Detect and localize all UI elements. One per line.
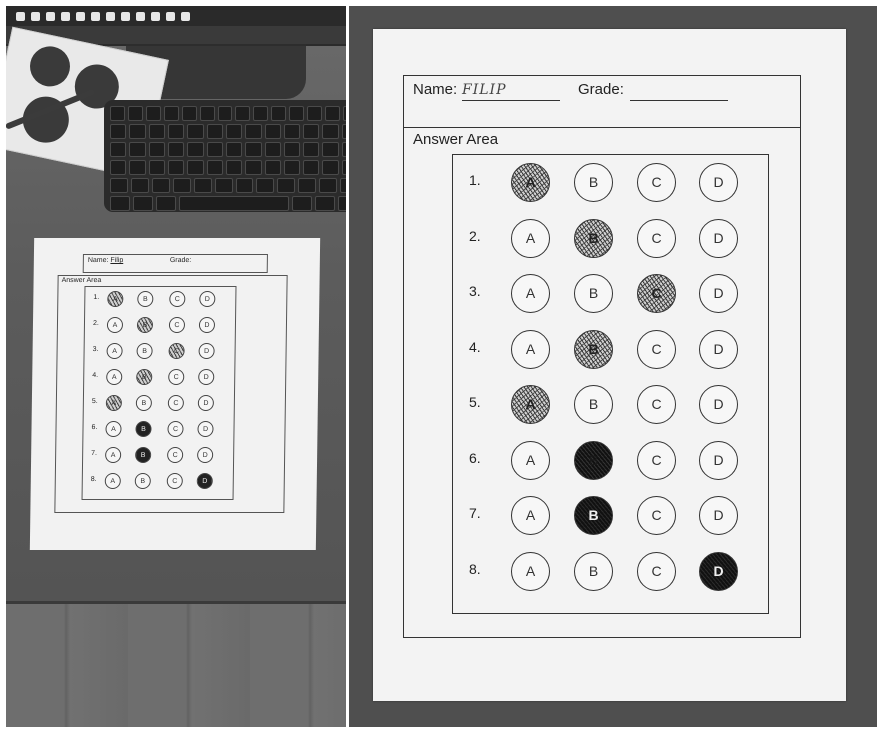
answer-bubble-b: B [135, 473, 151, 489]
answer-bubble-a: A [107, 317, 123, 333]
question-number: 5. [469, 394, 481, 410]
answer-row [83, 445, 233, 465]
grade-label: Grade: [578, 81, 624, 98]
answer-bubble-a: A [106, 343, 122, 359]
answer-bubble-d: D [699, 163, 738, 202]
tray-icon [106, 12, 115, 21]
filled-bubble-b: B [137, 317, 153, 333]
answer-bubble-c: C [167, 473, 183, 489]
small-answer-area [54, 275, 287, 513]
answer-row [453, 433, 768, 488]
answer-bubble-a: A [105, 447, 121, 463]
answer-bubble-c: C [637, 219, 676, 258]
keyboard [104, 100, 346, 212]
answer-row [453, 377, 768, 432]
answer-row [84, 393, 234, 413]
answer-bubble-a: A [105, 473, 121, 489]
header-box [403, 75, 801, 128]
answer-bubble-c: C [169, 317, 185, 333]
filled-bubble-a: A [511, 163, 550, 202]
filled-bubble-b: B [574, 441, 613, 480]
answer-row [453, 155, 768, 210]
answer-bubble-c: C [637, 163, 676, 202]
answer-row [453, 322, 768, 377]
answer-area-label: Answer Area [413, 131, 499, 148]
filled-bubble-b: B [135, 447, 151, 463]
answer-bubble-b: B [136, 395, 152, 411]
answer-bubble-a: A [511, 274, 550, 313]
small-bubble-grid [82, 286, 237, 500]
question-number: 3. [469, 283, 481, 299]
answer-bubble-d: D [198, 343, 214, 359]
bubble-grid [452, 154, 769, 614]
floor [6, 601, 346, 727]
small-name-label: Name: Filip [87, 257, 124, 264]
tray-icon [91, 12, 100, 21]
filled-bubble-b: B [574, 496, 613, 535]
answer-bubble-d: D [199, 291, 215, 307]
question-number: 7. [91, 450, 98, 457]
taskbar-icons [16, 9, 190, 23]
answer-bubble-b: B [574, 552, 613, 591]
name-underline [462, 100, 560, 101]
filled-bubble-d: D [197, 473, 213, 489]
answer-sheet-small [30, 238, 320, 550]
question-number: 1. [93, 294, 100, 301]
answer-bubble-d: D [198, 369, 214, 385]
answer-bubble-c: C [637, 496, 676, 535]
question-number: 8. [90, 476, 97, 483]
answer-bubble-b: B [136, 343, 152, 359]
question-number: 5. [91, 398, 98, 405]
taskbar-strip [6, 6, 346, 26]
answer-row [84, 367, 234, 387]
question-number: 6. [469, 449, 481, 466]
sticker [26, 43, 73, 90]
answer-bubble-a: A [511, 496, 550, 535]
right-photo [349, 6, 877, 727]
answer-bubble-a: A [105, 421, 121, 437]
filled-bubble-b: B [574, 330, 613, 369]
question-number: 1. [469, 172, 481, 188]
answer-row [453, 544, 768, 599]
small-answer-area-label: Answer Area [61, 277, 102, 284]
name-value: FILIP [462, 82, 507, 98]
answer-bubble-d: D [699, 219, 738, 258]
tray-icon [46, 12, 55, 21]
name-label: Name: [413, 81, 458, 98]
left-photo [6, 6, 346, 727]
answer-row [83, 471, 233, 491]
answer-bubble-d: D [197, 421, 213, 437]
tray-icon [76, 12, 85, 21]
grade-underline [630, 100, 728, 101]
filled-bubble-a: A [107, 291, 123, 307]
answer-row [84, 341, 234, 361]
answer-bubble-b: B [574, 274, 613, 313]
tray-icon [151, 12, 160, 21]
tray-icon [136, 12, 145, 21]
tray-icon [61, 12, 70, 21]
filled-bubble-d: D [699, 552, 738, 591]
answer-bubble-c: C [167, 421, 183, 437]
question-number: 8. [469, 560, 481, 577]
filled-bubble-b: B [136, 369, 152, 385]
answer-row [453, 211, 768, 266]
answer-bubble-a: A [511, 552, 550, 591]
tray-icon [121, 12, 130, 21]
answer-bubble-a: A [511, 219, 550, 258]
answer-bubble-d: D [699, 441, 738, 480]
answer-bubble-d: D [699, 274, 738, 313]
answer-row [83, 419, 233, 439]
answer-bubble-d: D [699, 496, 738, 535]
answer-bubble-d: D [699, 385, 738, 424]
question-number: 2. [469, 227, 481, 244]
filled-bubble-b: B [574, 219, 613, 258]
answer-bubble-c: C [169, 291, 185, 307]
question-number: 7. [469, 505, 481, 521]
answer-bubble-c: C [637, 385, 676, 424]
question-number: 3. [92, 346, 99, 353]
question-number: 2. [92, 320, 99, 327]
answer-bubble-c: C [168, 395, 184, 411]
tray-icon [31, 12, 40, 21]
tray-icon [166, 12, 175, 21]
question-number: 4. [92, 372, 99, 379]
filled-bubble-b: B [135, 421, 151, 437]
answer-bubble-b: B [574, 163, 613, 202]
answer-bubble-d: D [197, 447, 213, 463]
answer-row [85, 289, 235, 309]
answer-bubble-d: D [198, 395, 214, 411]
answer-bubble-d: D [199, 317, 215, 333]
answer-bubble-a: A [106, 369, 122, 385]
answer-bubble-d: D [699, 330, 738, 369]
tray-icon [16, 12, 25, 21]
answer-bubble-c: C [168, 369, 184, 385]
filled-bubble-c: C [168, 343, 184, 359]
answer-bubble-a: A [511, 330, 550, 369]
filled-bubble-a: A [106, 395, 122, 411]
question-number: 4. [469, 338, 481, 355]
answer-row [453, 488, 768, 543]
answer-row [85, 315, 235, 335]
answer-sheet [373, 29, 846, 701]
answer-bubble-c: C [637, 330, 676, 369]
answer-row [453, 266, 768, 321]
tray-icon [181, 12, 190, 21]
filled-bubble-a: A [511, 385, 550, 424]
answer-bubble-b: B [137, 291, 153, 307]
answer-bubble-a: A [511, 441, 550, 480]
answer-bubble-c: C [167, 447, 183, 463]
answer-bubble-c: C [637, 441, 676, 480]
small-header-box [83, 254, 268, 273]
filled-bubble-c: C [637, 274, 676, 313]
question-number: 6. [91, 424, 98, 431]
small-name-value: Filip [110, 257, 124, 264]
answer-bubble-b: B [574, 385, 613, 424]
answer-area [403, 126, 801, 638]
answer-bubble-c: C [637, 552, 676, 591]
small-grade-label: Grade: [169, 257, 192, 264]
